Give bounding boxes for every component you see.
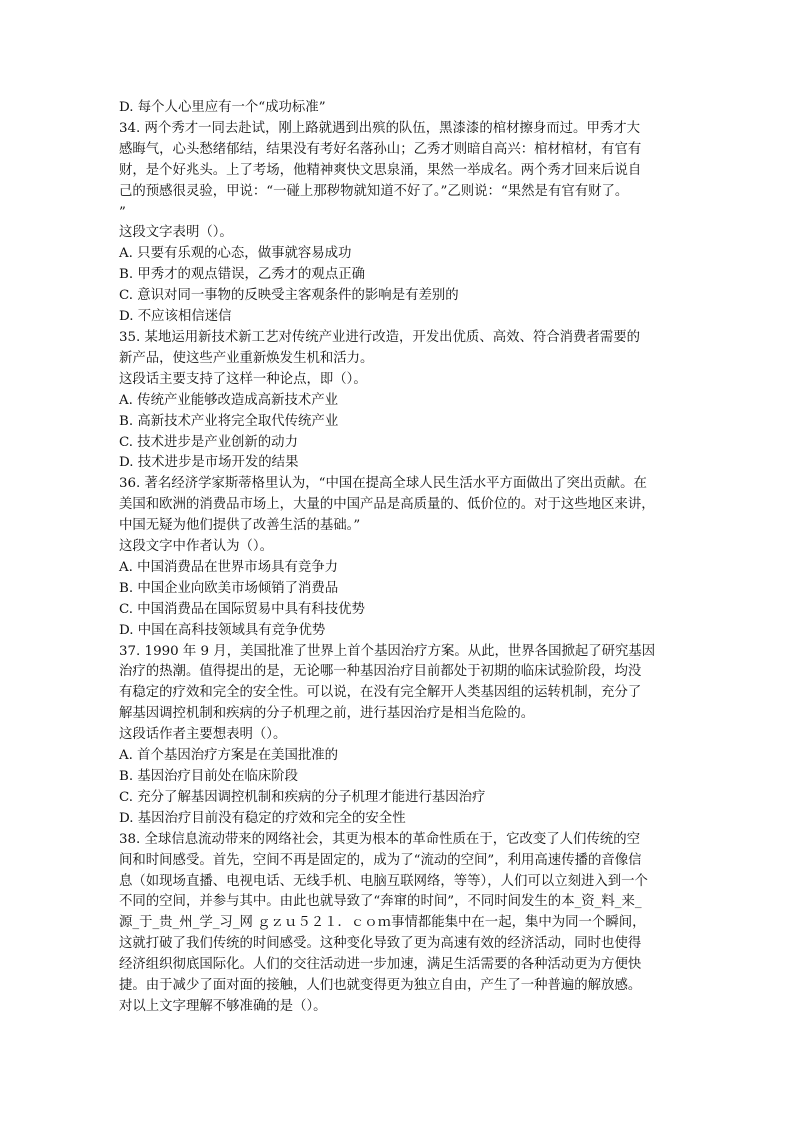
question-35-prompt: 这段话主要支持了这样一种论点，即（）。 [119, 371, 367, 387]
question-36-text: 36. 著名经济学家斯蒂格里认为，“中国在提高全球人民生活水平方面做出了突出贡献。在 [119, 476, 647, 492]
option-c: C. 意识对同一事物的反映受主客观条件的影响是有差别的 [119, 288, 459, 304]
question-35-text: 35. 某地运用新技术新工艺对传统产业进行改造，开发出优质、高效、符合消费者需要的 [119, 329, 641, 345]
question-38-text: 这就打破了我们传统的时间感受。这种变化导致了更为高速有效的经济活动，同时也使得 [119, 936, 642, 952]
option-a: A. 传统产业能够改造成高新技术产业 [119, 392, 339, 408]
question-35-text: 新产品，使这些产业重新焕发生机和活力。 [119, 350, 374, 366]
question-38-text: 间和时间感受。首先，空间不再是固定的，成为了“流动的空间”，利用高速传播的音像信 [119, 852, 642, 868]
question-37-text: 解基因调控机制和疾病的分子机理之前，进行基因治疗是相当危险的。 [119, 706, 535, 722]
option-d: D. 中国在高科技领域具有竞争优势 [119, 622, 326, 638]
question-37-prompt: 这段话作者主要想表明（）。 [119, 727, 287, 743]
question-37-text: 37. 1990 年 9 月，美国批准了世界上首个基因治疗方案。从此，世界各国掀起了研究基因 [119, 643, 656, 659]
option-b: B. 基因治疗目前处在临床阶段 [119, 769, 299, 784]
option-b: B. 高新技术产业将完全取代传统产业 [119, 413, 339, 429]
question-34-text: 感晦气，心头愁绪郁结，结果没有考好名落孙山；乙秀才则暗自高兴：棺材棺材，有官有 [119, 141, 642, 157]
question-38-text: 捷。由于减少了面对面的接触，人们也就变得更为独立自由，产生了一种普遍的解放感。 [119, 978, 642, 994]
option-c: C. 技术进步是产业创新的动力 [119, 434, 298, 450]
option-d: D. 基因治疗目前没有稳定的疗效和完全的安全性 [119, 810, 406, 826]
question-38-text: 不同的空间，并参与其中。由此也就导致了“奔窜的时间”，不同时间发生的本_资_料_来_ [119, 894, 642, 910]
question-34-prompt: 这段文字表明（）。 [119, 225, 233, 241]
question-36-prompt: 这段文字中作者认为（）。 [119, 539, 273, 555]
option-b: B. 中国企业向欧美市场倾销了消费品 [119, 580, 339, 596]
question-37-text: 治疗的热潮。值得提出的是，无论哪一种基因治疗目前都处于初期的临床试验阶段，均没 [119, 664, 642, 680]
option-c: C. 充分了解基因调控机制和疾病的分子机理才能进行基因治疗 [119, 789, 486, 805]
question-34-text: ” [119, 204, 126, 220]
question-38-text: 息（如现场直播、电视电话、无线手机、电脑互联网络，等等），人们可以立刻进入到一个 [119, 873, 648, 889]
question-34-text: 34. 两个秀才一同去赴试，刚上路就遇到出殡的队伍，黑漆漆的棺材擦身而过。甲秀才大 [119, 120, 641, 136]
question-37-text: 有稳定的疗效和完全的安全性。可以说，在没有完全解开人类基因组的运转机制，充分了 [119, 685, 642, 701]
option-d: D. 每个人心里应有一个“成功标准” [119, 100, 326, 115]
option-b: B. 甲秀才的观点错误，乙秀才的观点正确 [119, 267, 365, 283]
question-34-text: 己的预感很灵验，甲说：“一碰上那秽物就知道不好了。”乙则说：“果然是有官有财了。 [119, 183, 629, 199]
option-a: A. 只要有乐观的心态，做事就容易成功 [119, 246, 352, 262]
question-36-text: 美国和欧洲的消费品市场上，大量的中国产品是高质量的、低价位的。对于这些地区来讲， [119, 497, 655, 513]
option-c: C. 中国消费品在国际贸易中具有科技优势 [119, 601, 365, 617]
document-page [119, 98, 679, 1018]
question-38-prompt: 对以上文字理解不够准确的是（）。 [119, 998, 327, 1014]
option-d: D. 不应该相信迷信 [119, 309, 232, 325]
question-38-text: 源_于_贵_州_学_习_网 ｇｚｕ５２１．ｃｏｍ事情都能集中在一起，集中为同一个瞬间， [119, 915, 646, 931]
question-36-text: 中国无疑为他们提供了改善生活的基础。” [119, 518, 361, 534]
option-a: A. 中国消费品在世界市场具有竞争力 [119, 559, 339, 575]
question-38-text: 经济组织彻底国际化。人们的交往活动进一步加速，满足生活需要的各种活动更为方便快 [119, 957, 642, 973]
option-a: A. 首个基因治疗方案是在美国批准的 [119, 748, 339, 764]
option-d: D. 技术进步是市场开发的结果 [119, 455, 299, 471]
question-34-text: 财，是个好兆头。上了考场，他精神爽快文思泉涌，果然一举成名。两个秀才回来后说自 [119, 162, 642, 178]
question-38-text: 38. 全球信息流动带来的网络社会，其更为根本的革命性质在于，它改变了人们传统的空 [119, 831, 641, 847]
